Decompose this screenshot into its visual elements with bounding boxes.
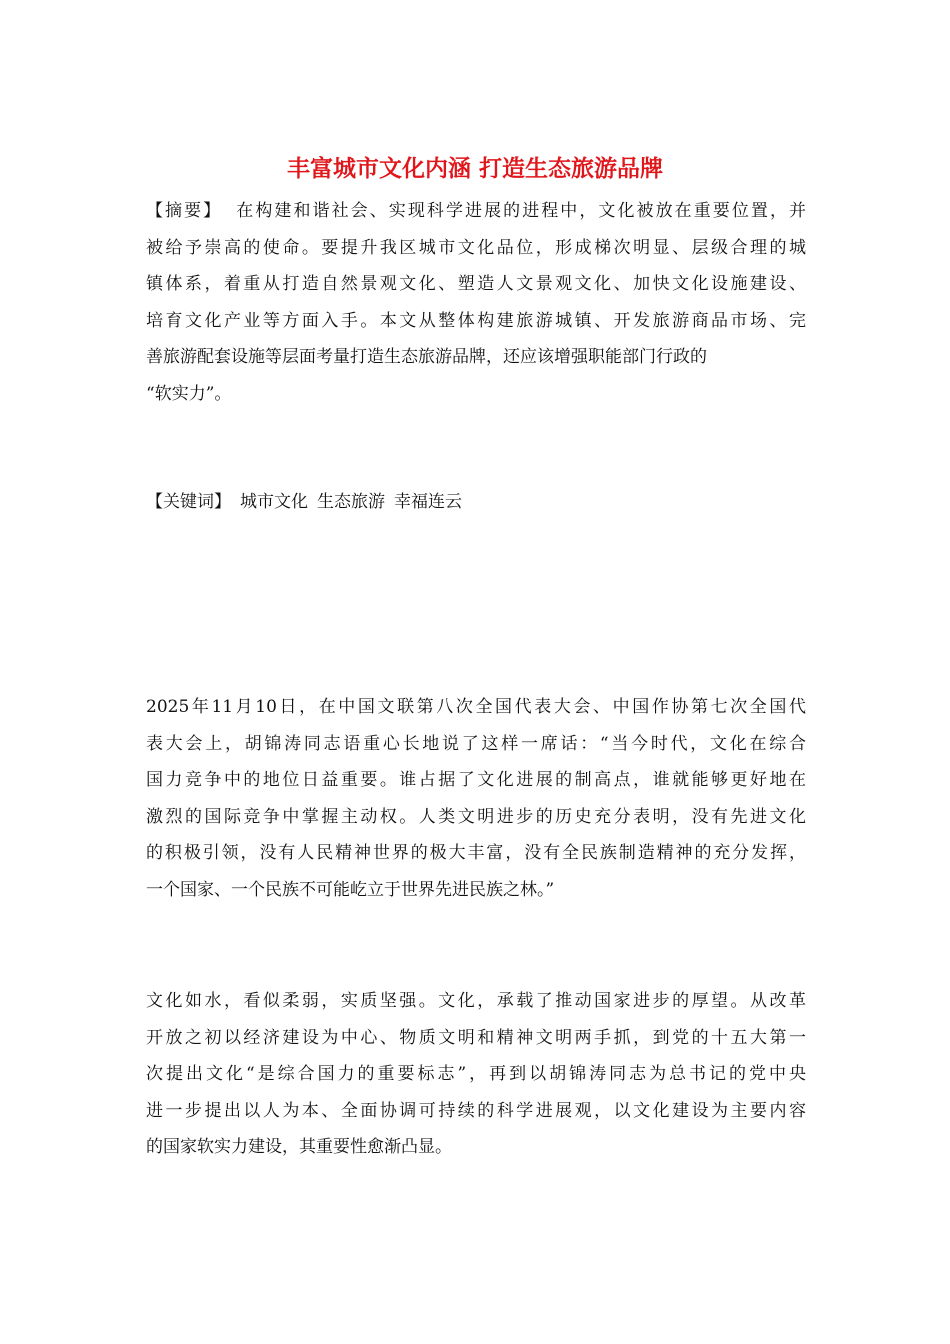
keywords-line	[146, 484, 806, 521]
paragraph-line: 文化如水，看似柔弱，实质坚强。文化，承载了推动国家进步的厚望。从改革	[146, 991, 806, 1011]
paragraph-line: 国力竞争中的地位日益重要。谁占据了文化进展的制高点，谁就能够更好地在	[146, 770, 806, 790]
keyword-item: 生态旅游	[317, 492, 385, 512]
abstract-line: 善旅游配套设施等层面考量打造生态旅游品牌，还应该增强职能部门行政的	[146, 347, 707, 367]
paragraph-line: 一个国家、一个民族不可能屹立于世界先进民族之林。”	[146, 879, 555, 900]
document-title: 丰富城市文化内涵 打造生态旅游品牌	[286, 156, 663, 182]
body-paragraph-2	[146, 983, 806, 1166]
paragraph-line: 次提出文化“是综合国力的重要标志”，再到以胡锦涛同志为总书记的党中央	[146, 1064, 806, 1084]
keyword-item: 幸福连云	[394, 492, 462, 512]
abstract-section	[146, 193, 806, 412]
keyword-item: 城市文化	[240, 492, 308, 512]
keywords-label: 【关键词】	[146, 492, 231, 512]
paragraph-line: 的积极引领，没有人民精神世界的极大丰富，没有全民族制造精神的充分发挥，	[146, 843, 806, 863]
paragraph-line: 进一步提出以人为本、全面协调可持续的科学进展观，以文化建设为主要内容	[146, 1100, 806, 1121]
abstract-line: 培育文化产业等方面入手。本文从整体构建旅游城镇、开发旅游商品市场、完	[146, 310, 806, 331]
paragraph-line: 激烈的国际竞争中掌握主动权。人类文明进步的历史充分表明，没有先进文化	[146, 806, 806, 827]
paragraph-line: 表大会上，胡锦涛同志语重心长地说了这样一席话：“当今时代，文化在综合	[146, 733, 806, 754]
paragraph-line: 的国家软实力建设，其重要性愈渐凸显。	[146, 1137, 452, 1157]
paragraph-line: 开放之初以经济建设为中心、物质文明和精神文明两手抓，到党的十五大第一	[146, 1027, 806, 1048]
abstract-line: 【摘要】 在构建和谐社会、实现科学进展的进程中，文化被放在重要位置，并	[146, 201, 807, 221]
keywords-section	[146, 484, 806, 521]
paragraph-line: 2025年11月10日，在中国文联第八次全国代表大会、中国作协第七次全国代	[146, 697, 806, 717]
body-paragraph-1	[146, 689, 806, 908]
abstract-line: 被给予崇高的使命。要提升我区城市文化品位，形成梯次明显、层级合理的城	[146, 237, 806, 258]
abstract-line: 镇体系，着重从打造自然景观文化、塑造人文景观文化、加快文化设施建设、	[146, 274, 806, 294]
abstract-label: 【摘要】	[146, 201, 223, 221]
abstract-line: “软实力”。	[146, 383, 232, 404]
